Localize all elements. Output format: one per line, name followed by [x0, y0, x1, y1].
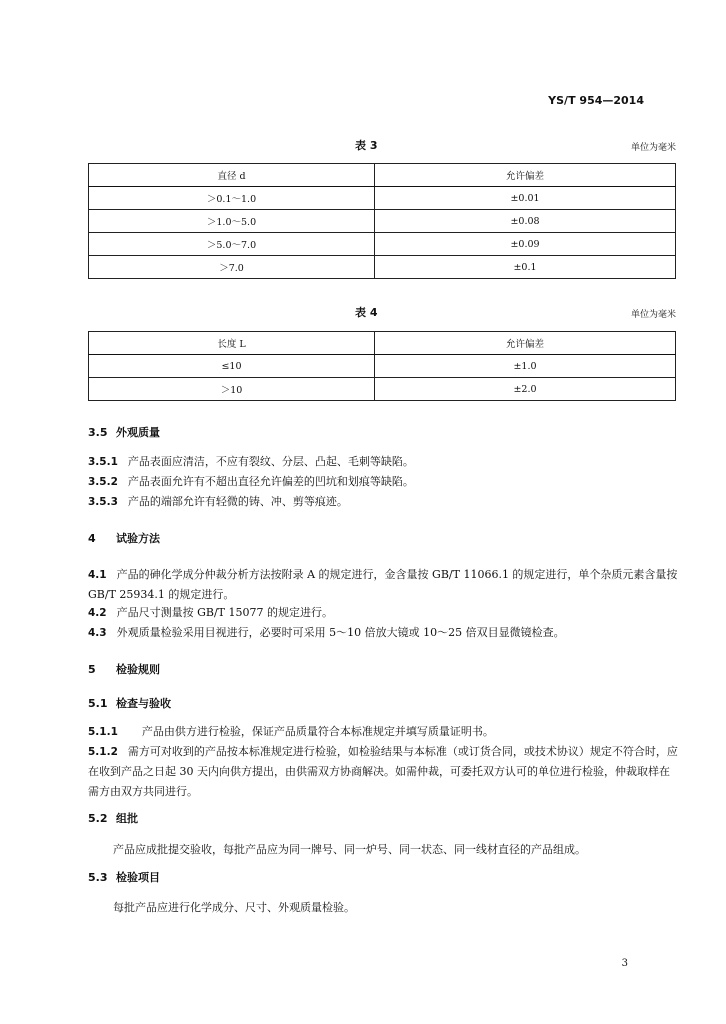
table3-col-diameter: 直径 d [89, 164, 375, 187]
paragraph-4-3 [88, 623, 678, 643]
clause-text: 产品表面允许有不超出直径允许偏差的凹坑和划痕等缺陷。 [127, 475, 414, 488]
section-title: 组批 [116, 812, 138, 825]
table4-title: 表 4 [355, 306, 378, 319]
table3-cell-range: ＞5.0～7.0 [89, 233, 375, 256]
table-row [89, 355, 676, 378]
table3-title: 表 3 [355, 139, 378, 152]
table-row [89, 210, 676, 233]
section-5-1-heading [88, 695, 171, 711]
table-row [89, 378, 676, 401]
table-header-row [89, 164, 676, 187]
clause-text: 产品由供方进行检验，保证产品质量符合本标准规定并填写质量证明书。 [141, 725, 494, 738]
section-title: 试验方法 [116, 532, 160, 545]
paragraph-5-2: 产品应成批提交验收，每批产品应为同一牌号、同一炉号、同一状态、同一线材直径的产品组成。 [113, 843, 586, 856]
paragraph-3-5-1 [88, 452, 678, 472]
section-number: 5.1 [88, 697, 108, 710]
clause-number: 3.5.2 [88, 476, 118, 488]
table4 [88, 331, 676, 401]
clause-text: 产品的砷化学成分仲裁分析方法按附录 A 的规定进行，金含量按 GB/T 11066.1 的规定进行，单个杂质元素含量按 GB/T 25934.1 的规定进行。 [88, 568, 678, 601]
table4-cell-tol: ±2.0 [375, 378, 676, 401]
section-3-5-heading [88, 424, 160, 440]
section-4-heading [88, 530, 160, 546]
clause-text: 产品表面应清洁，不应有裂纹、分层、凸起、毛刺等缺陷。 [127, 455, 414, 468]
clause-text: 外观质量检验采用目视进行，必要时可采用 5～10 倍放大镜或 10～25 倍双目显微镜检查。 [116, 626, 565, 639]
table3-cell-tol: ±0.01 [375, 187, 676, 210]
section-title: 检验项目 [116, 871, 160, 884]
document-code: YS/T 954—2014 [548, 94, 644, 107]
table3 [88, 163, 676, 279]
section-title: 外观质量 [116, 426, 160, 439]
table3-cell-tol: ±0.1 [375, 256, 676, 279]
table-header-row [89, 332, 676, 355]
clause-number: 5.1.2 [88, 746, 118, 758]
paragraph-3-5-2 [88, 472, 678, 492]
table4-cell-range: ＞10 [89, 378, 375, 401]
table-row [89, 256, 676, 279]
table3-cell-tol: ±0.08 [375, 210, 676, 233]
section-number: 3.5 [88, 426, 108, 439]
table3-cell-range: ＞0.1～1.0 [89, 187, 375, 210]
table3-col-tolerance: 允许偏差 [375, 164, 676, 187]
page-number: 3 [621, 958, 628, 969]
clause-number: 4.2 [88, 607, 107, 619]
clause-text: 需方可对收到的产品按本标准规定进行检验，如检验结果与本标准（或订货合同，或技术协议）规定不符合时，应在收到产品之日起 30 天内向供方提出，由供需双方协商解决。如需仲裁，可委托双方认可的单位进行检验，仲裁取样在需方由双方共同进行。 [88, 745, 678, 798]
table3-unit: 单位为毫米 [630, 143, 676, 153]
section-title: 检验规则 [116, 663, 160, 676]
table4-cell-tol: ±1.0 [375, 355, 676, 378]
section-number: 5 [88, 663, 96, 676]
table-row [89, 187, 676, 210]
paragraph-3-5-3 [88, 492, 678, 512]
table4-cell-range: ≤10 [89, 355, 375, 378]
paragraph-5-3: 每批产品应进行化学成分、尺寸、外观质量检验。 [113, 901, 355, 914]
section-number: 5.2 [88, 812, 108, 825]
paragraph-4-2 [88, 603, 678, 623]
clause-number: 3.5.1 [88, 456, 118, 468]
section-5-heading [88, 661, 160, 677]
paragraph-5-1-2 [88, 742, 678, 802]
section-5-2-heading [88, 810, 138, 826]
section-5-3-heading [88, 869, 160, 885]
section-number: 5.3 [88, 871, 108, 884]
table-row [89, 233, 676, 256]
paragraph-5-1-1 [88, 722, 678, 742]
section-number: 4 [88, 532, 96, 545]
table3-cell-range: ＞7.0 [89, 256, 375, 279]
table3-cell-tol: ±0.09 [375, 233, 676, 256]
clause-number: 5.1.1 [88, 726, 118, 738]
table3-cell-range: ＞1.0～5.0 [89, 210, 375, 233]
paragraph-4-1 [88, 565, 678, 605]
clause-text: 产品尺寸测量按 GB/T 15077 的规定进行。 [116, 606, 334, 619]
table4-col-tolerance: 允许偏差 [375, 332, 676, 355]
clause-number: 4.1 [88, 569, 107, 581]
table4-col-length: 长度 L [89, 332, 375, 355]
clause-text: 产品的端部允许有轻微的铸、冲、剪等痕迹。 [127, 495, 348, 508]
clause-number: 4.3 [88, 627, 107, 639]
section-title: 检查与验收 [116, 697, 171, 710]
table4-unit: 单位为毫米 [630, 310, 676, 320]
clause-number: 3.5.3 [88, 496, 118, 508]
